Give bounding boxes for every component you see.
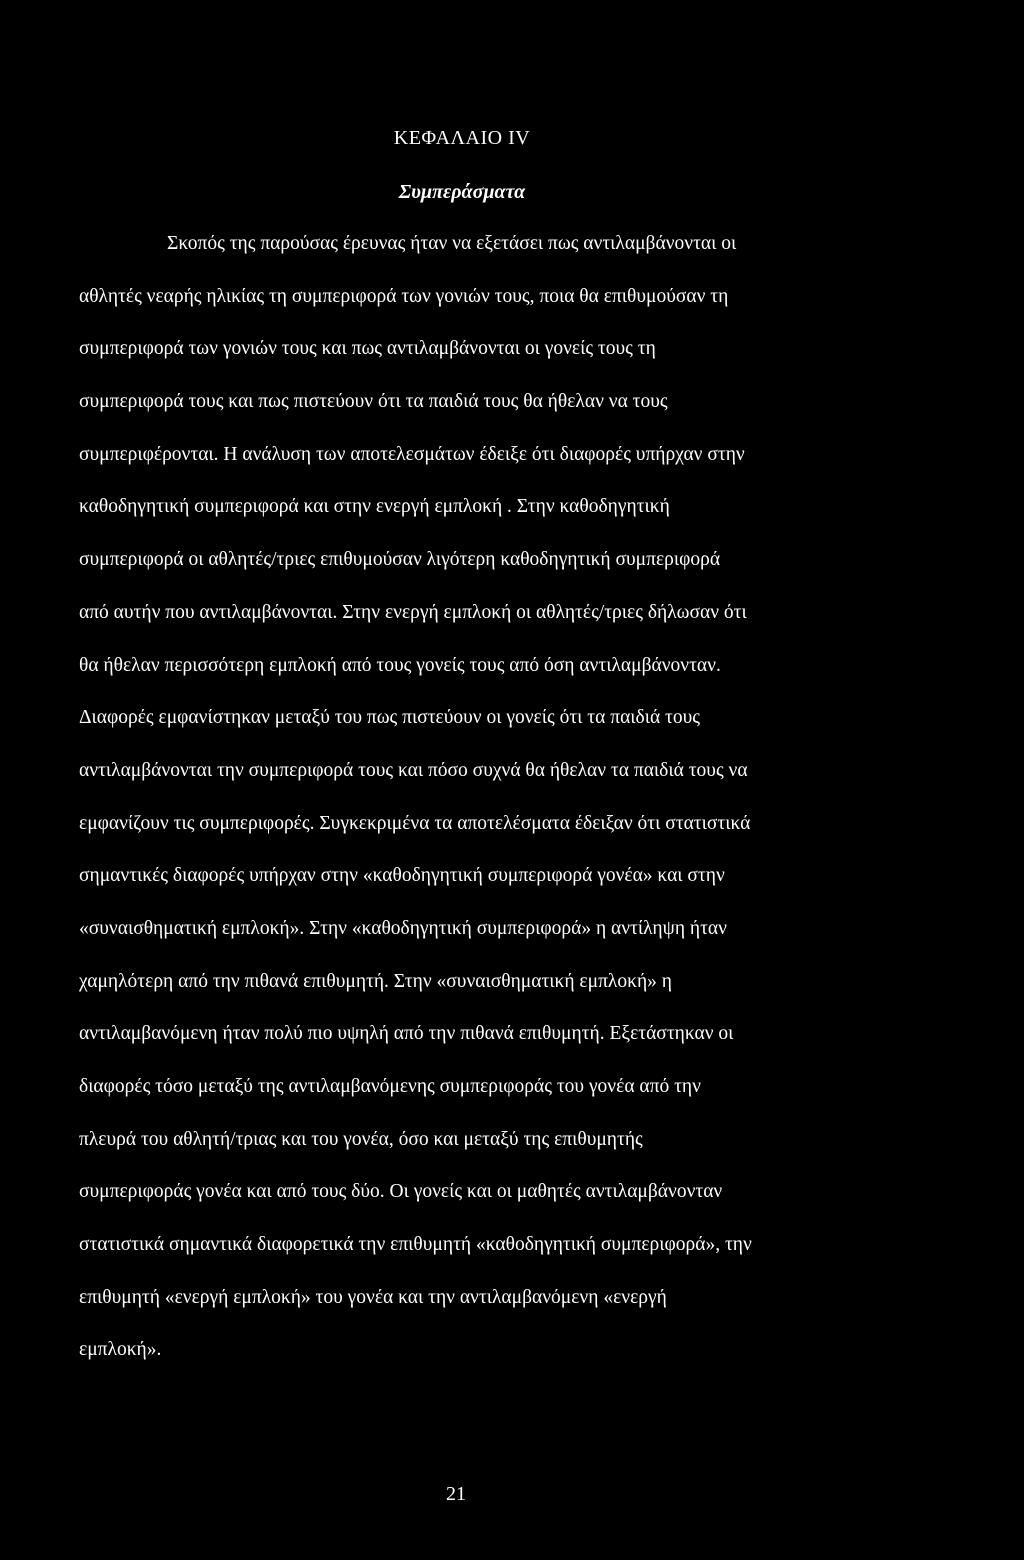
body-paragraph <box>79 230 879 1389</box>
paragraph-line: συμπεριφορά οι αθλητές/τριες επιθυμούσαν λιγότερη καθοδηγητική συμπεριφορά <box>79 549 721 571</box>
paragraph-line: καθοδηγητική συμπεριφορά και στην ενεργή εμπλοκή . Στην καθοδηγητική <box>79 496 670 518</box>
paragraph-line: συμπεριφορά τους και πως πιστεύουν ότι τα παιδιά τους θα ήθελαν να τους <box>79 391 668 413</box>
paragraph-line: αθλητές νεαρής ηλικίας τη συμπεριφορά των γονιών τους, ποια θα επιθυμούσαν τη <box>79 285 729 307</box>
paragraph-line: επιθυμητή «ενεργή εμπλοκή» του γονέα και την αντιλαμβανόμενη «ενεργή <box>79 1286 667 1308</box>
paragraph-line: συμπεριφέρονται. Η ανάλυση των αποτελεσμάτων έδειξε ότι διαφορές υπήρχαν στην <box>79 443 745 465</box>
paragraph-line: συμπεριφορά των γονιών τους και πως αντιλαμβάνονται οι γονείς τους τη <box>79 338 656 360</box>
paragraph-line: Σκοπός της παρούσας έρευνας ήταν να εξετάσει πως αντιλαμβάνονται οι <box>167 233 737 254</box>
paragraph-line: θα ήθελαν περισσότερη εμπλοκή από τους γονείς τους από όση αντιλαμβάνονταν. <box>79 654 721 676</box>
paragraph-line: Διαφορές εμφανίστηκαν μεταξύ του πως πιστεύουν οι γονείς ότι τα παιδιά τους <box>79 707 701 729</box>
paragraph-line: «συναισθηματική εμπλοκή». Στην «καθοδηγητική συμπεριφορά» η αντίληψη ήταν <box>79 917 727 939</box>
page-number: 21 <box>446 1483 466 1505</box>
paragraph-line: διαφορές τόσο μεταξύ της αντιλαμβανόμενης συμπεριφοράς του γονέα από την <box>79 1076 701 1097</box>
paragraph-line: εμπλοκή». <box>79 1339 162 1361</box>
chapter-title: ΚΕΦΑΛΑΙΟ IV <box>393 127 531 149</box>
paragraph-line: αντιλαμβάνονται την συμπεριφορά τους και πόσο συχνά θα ήθελαν τα παιδιά τους να <box>79 759 748 781</box>
paragraph-line: εμφανίζουν τις συμπεριφορές. Συγκεκριμένα τα αποτελέσματα έδειξαν ότι στατιστικά <box>79 812 751 834</box>
paragraph-line: αντιλαμβανόμενη ήταν πολύ πιο υψηλή από την πιθανά επιθυμητή. Εξετάστηκαν οι <box>79 1023 734 1045</box>
paragraph-line: από αυτήν που αντιλαμβάνονται. Στην ενεργή εμπλοκή οι αθλητές/τριες δήλωσαν ότι <box>79 601 747 623</box>
section-title: Συμπεράσματα <box>398 181 526 203</box>
paragraph-line: στατιστικά σημαντικά διαφορετικά την επιθυμητή «καθοδηγητική συμπεριφορά», την <box>79 1234 752 1256</box>
paragraph-line: σημαντικές διαφορές υπήρχαν στην «καθοδηγητική συμπεριφορά γονέα» και στην <box>79 865 725 887</box>
paragraph-line: χαμηλότερη από την πιθανά επιθυμητή. Στην «συναισθηματική εμπλοκή» η <box>79 970 672 992</box>
paragraph-line: συμπεριφοράς γονέα και από τους δύο. Οι γονείς και οι μαθητές αντιλαμβάνονταν <box>79 1181 723 1203</box>
paragraph-line: πλευρά του αθλητή/τριας και του γονέα, όσο και μεταξύ της επιθυμητής <box>79 1128 643 1150</box>
